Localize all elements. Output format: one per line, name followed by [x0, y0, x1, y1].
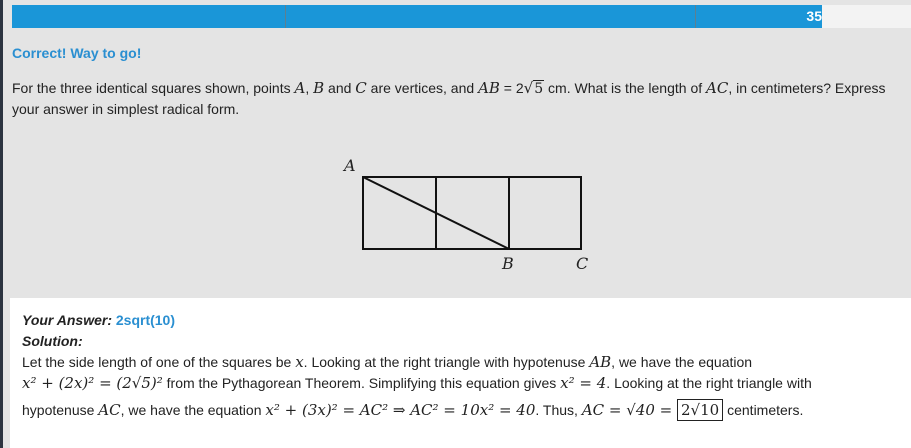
- solution-text: . Thus,: [535, 402, 582, 418]
- your-answer-value: 2sqrt(10): [115, 312, 176, 328]
- math-var: AB: [589, 353, 612, 371]
- math-var: A: [294, 79, 306, 97]
- solution-text: from the Pythagorean Theorem. Simplifying this equation gives: [162, 375, 561, 391]
- three-squares-figure: [330, 150, 600, 280]
- question-text: [12, 78, 902, 119]
- your-answer-label: Your Answer:: [22, 312, 112, 328]
- sqrt-symbol: √: [523, 79, 534, 97]
- question-part: ,: [305, 80, 314, 96]
- left-rail: [0, 0, 3, 448]
- question-part: cm. What is the length of: [544, 80, 707, 96]
- math-var: B: [313, 79, 325, 97]
- math-var: AC: [98, 401, 121, 419]
- solution-text: , we have the equation: [120, 402, 266, 418]
- math-var: C: [355, 79, 367, 97]
- progress-count: 35: [800, 5, 822, 28]
- math-var: AB: [478, 79, 500, 97]
- solution-label: Solution:: [22, 333, 83, 349]
- solution-line-2: [22, 374, 812, 392]
- question-part: are vertices, and: [366, 80, 479, 96]
- math-expression: x² + (2x)² = (2√5)²: [22, 374, 163, 392]
- solution-line-3: [22, 401, 803, 419]
- solution-text: Let the side length of one of the squares be: [22, 354, 296, 370]
- solution-text: . Looking at the right triangle with: [606, 375, 812, 391]
- your-answer-line: [22, 312, 175, 328]
- math-expression: AC = √40 =: [581, 401, 678, 419]
- solution-label-line: [22, 333, 83, 349]
- math-var: x: [295, 353, 304, 371]
- solution-line-1: [22, 353, 752, 371]
- question-part: = 2: [499, 80, 524, 96]
- label-b: B: [502, 254, 514, 273]
- question-part: and: [324, 80, 356, 96]
- solution-text: centimeters.: [723, 402, 804, 418]
- squares-outline: [363, 177, 581, 249]
- question-part: , in centimeters? Express your answer in simplest radical form.: [12, 80, 886, 117]
- progress-segment: [12, 5, 286, 28]
- question-part: For the three identical squares shown, points: [12, 80, 295, 96]
- math-var: AC: [706, 79, 729, 97]
- boxed-answer: 2√10: [677, 399, 723, 421]
- math-expression: x² = 4: [560, 374, 607, 392]
- progress-segment: [696, 5, 800, 28]
- math-expression: x² + (3x)² = AC² ⇒ AC² = 10x² = 40: [265, 401, 536, 419]
- feedback-message: Correct! Way to go!: [12, 45, 142, 61]
- solution-text: hypotenuse: [22, 402, 99, 418]
- solution-panel: [10, 298, 911, 448]
- solution-text: , we have the equation: [611, 354, 753, 370]
- label-c: C: [576, 254, 589, 273]
- figure-svg: [330, 150, 600, 280]
- radicand: 5: [534, 81, 544, 97]
- progress-remaining: [822, 5, 911, 28]
- label-a: A: [344, 156, 356, 175]
- solution-text: . Looking at the right triangle with hypotenuse: [303, 354, 590, 370]
- progress-segment: [286, 5, 696, 28]
- progress-bar: [12, 5, 822, 28]
